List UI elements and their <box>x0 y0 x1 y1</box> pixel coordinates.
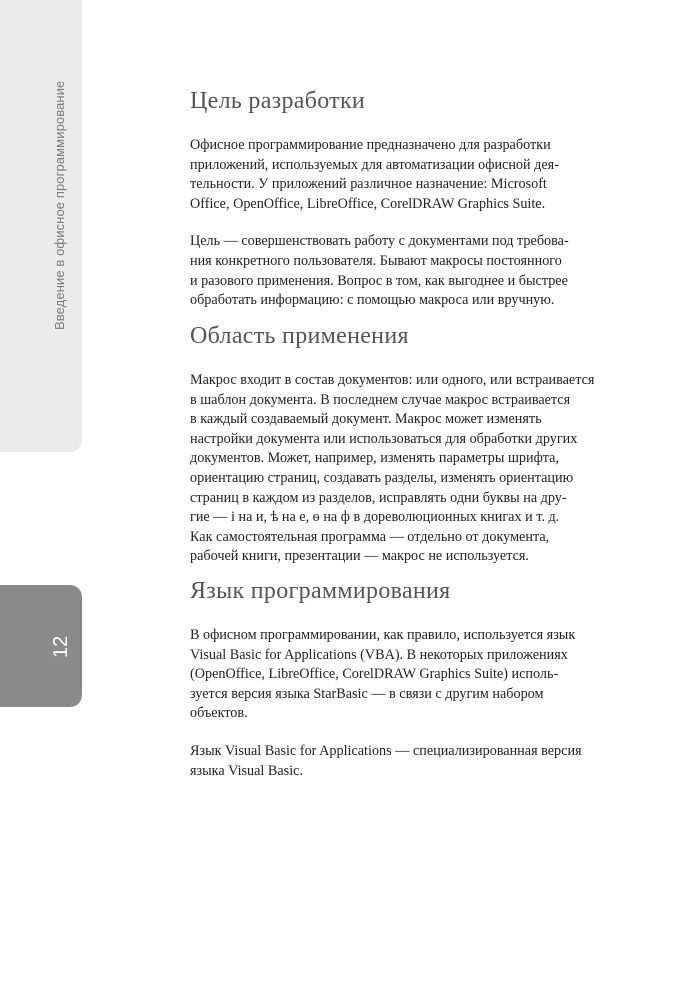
section-scope <box>190 319 610 567</box>
running-title: Введение в офисное программирование <box>52 80 67 330</box>
paragraph <box>190 742 610 781</box>
section-language <box>190 574 610 781</box>
text-line: Как самостоятельная программа — отдельно от документа, <box>190 528 550 545</box>
section-heading: Цель разработки <box>190 88 366 114</box>
paragraph <box>190 232 610 310</box>
section-goal <box>190 84 610 311</box>
text-line: языка Visual Basic. <box>190 762 303 779</box>
text-line: рабочей книги, презентации — макрос не используется. <box>190 548 529 565</box>
text-line: в шаблон документа. В последнем случае макрос встраивается <box>190 391 571 408</box>
section-heading: Область применения <box>190 323 409 349</box>
running-title-tab <box>0 0 82 452</box>
text-line: в каждый создаваемый документ. Макрос может изменять <box>190 411 542 428</box>
text-line: Цель — совершенствовать работу с документами под требова- <box>190 233 569 250</box>
text-line: документов. Может, например, изменять параметры шрифта, <box>190 450 559 467</box>
text-line: и разового применения. Вопрос в том, как выгоднее и быстрее <box>190 272 568 289</box>
text-line: ориентацию страниц, создавать разделы, изменять ориентацию <box>190 469 574 486</box>
text-line: Office, OpenOffice, LibreOffice, CorelDRAW Graphics Suite. <box>190 195 546 212</box>
text-line: страниц в каждом из разделов, исправлять одни буквы на дру- <box>190 489 567 506</box>
page-content <box>190 84 610 779</box>
text-line: Офисное программирование предназначено для разработки <box>190 137 551 153</box>
text-line: объектов. <box>190 705 248 722</box>
text-line: тельности. У приложений различное назначение: Microsoft <box>190 176 547 193</box>
paragraph <box>190 371 610 567</box>
text-line: Язык Visual Basic for Applications — специализированная версия <box>190 742 582 759</box>
text-line: Visual Basic for Applications (VBA). В некоторых приложениях <box>190 646 568 663</box>
text-line: Макрос входит в состав документов: или одного, или встраивается <box>190 372 595 388</box>
text-line: приложений, используемых для автоматизации офисной дея- <box>190 156 559 173</box>
paragraph <box>190 626 610 724</box>
section-heading: Язык программирования <box>190 578 451 604</box>
page-number: 12 <box>50 635 72 658</box>
paragraph <box>190 136 610 214</box>
text-line: ния конкретного пользователя. Бывают макросы постоянного <box>190 252 562 269</box>
text-line: (OpenOffice, LibreOffice, CorelDRAW Graphics Suite) исполь- <box>190 666 559 683</box>
text-line: зуется версия языка StarBasic — в связи с другим набором <box>190 685 544 702</box>
text-line: настройки документа или использоваться для обработки других <box>190 430 578 447</box>
text-line: обработать информацию: с помощью макроса или вручную. <box>190 292 555 309</box>
text-line: гие — і на и, ѣ на е, ѳ на ф в дореволюционных книгах и т. д. <box>190 509 560 526</box>
text-line: В офисном программировании, как правило, используется язык <box>190 627 576 643</box>
